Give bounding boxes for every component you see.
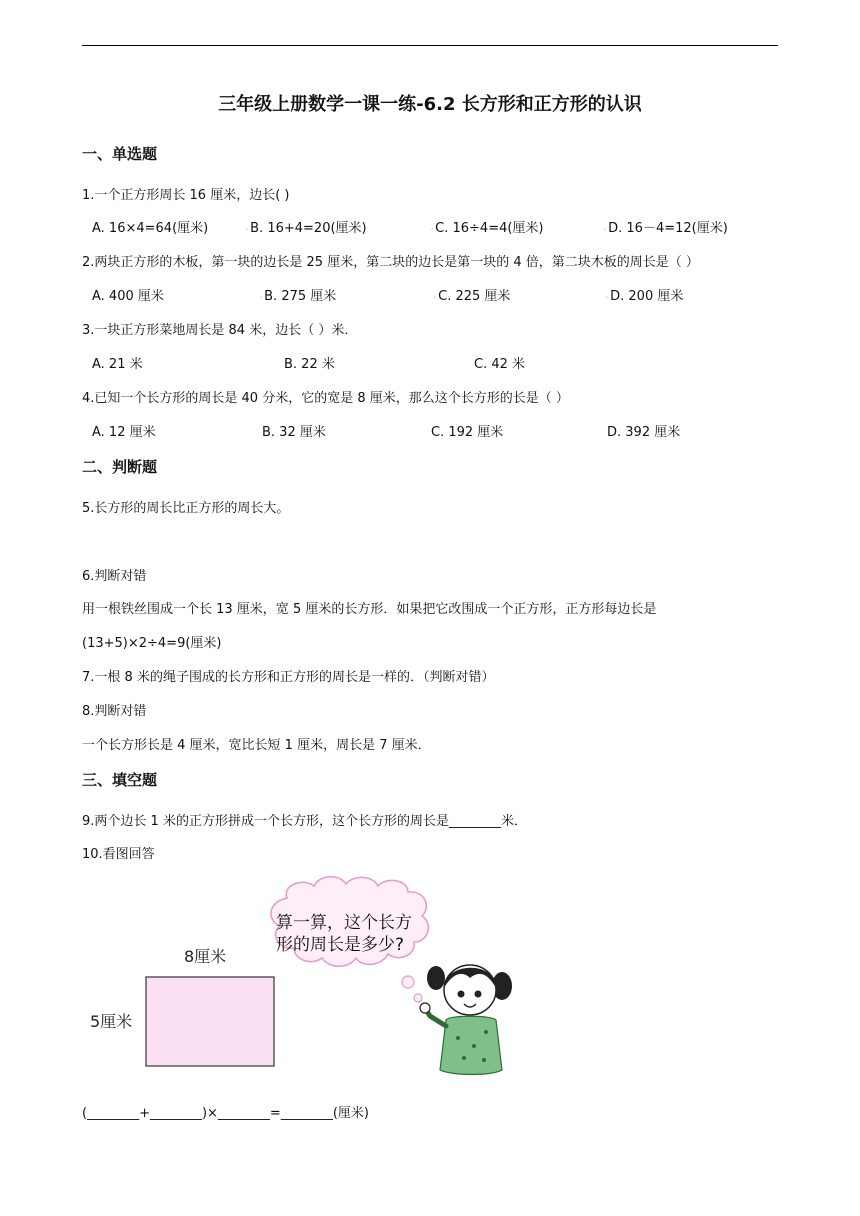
question-9-stem: 9.两个边长 1 米的正方形拼成一个长方形，这个长方形的周长是________米． — [82, 814, 527, 829]
question-8-line-1: 一个长方形长是 4 厘米，宽比长短 1 厘米，周长是 7 厘米． — [82, 738, 431, 753]
rectangle-width-label: 5厘米 — [90, 1012, 133, 1031]
q2-option-b[interactable]: ◦B. 275 厘米 — [259, 289, 337, 304]
q2-option-a[interactable]: A. 400 厘米 — [92, 289, 164, 304]
question-10-formula: (________+________)×________=________(厘米) — [82, 1106, 369, 1121]
q3-option-a[interactable]: A. 21 米 — [92, 357, 143, 372]
rectangle-length-label: 8厘米 — [184, 947, 227, 966]
question-6-stem: 6.判断对错 — [82, 569, 147, 584]
q1-option-c[interactable]: ◦C. 16÷4=4(厘米) — [430, 221, 544, 236]
question-8-stem: 8.判断对错 — [82, 704, 147, 719]
q4-option-a[interactable]: A. 12 厘米 — [92, 425, 156, 440]
q3-option-b[interactable]: B. 22 米 — [284, 357, 335, 372]
q4-option-d[interactable]: D. 392 厘米 — [607, 425, 681, 440]
question-6-line-1: 用一根铁丝围成一个长 13 厘米，宽 5 厘米的长方形．如果把它改围成一个正方形，正方形每边长是 — [82, 602, 657, 617]
page-title: 三年级上册数学一课一练-6.2 长方形和正方形的认识 — [218, 94, 642, 115]
question-6-line-2: (13+5)×2÷4=9(厘米) — [82, 636, 222, 651]
question-4-stem: 4.已知一个长方形的周长是 40 分米，它的宽是 8 厘米，那么这个长方形的长是（ ） — [82, 391, 569, 406]
section-heading-single-choice: 一、单选题 — [82, 145, 158, 163]
question-3-stem: 3.一块正方形菜地周长是 84 米，边长（ ）米． — [82, 323, 358, 338]
q1-option-a[interactable]: A. 16×4=64(厘米) — [92, 221, 209, 236]
question-10-stem: 10.看图回答 — [82, 847, 155, 862]
bubble-text-line-2: 形的周长是多少? — [276, 935, 405, 955]
q1-option-d[interactable]: ◦D. 16－4=12(厘米) — [603, 221, 728, 236]
section-heading-fill-blank: 三、填空题 — [82, 771, 158, 789]
q4-option-c[interactable]: C. 192 厘米 — [431, 425, 504, 440]
q2-option-d[interactable]: ◦D. 200 厘米 — [605, 289, 684, 304]
section-heading-true-false: 二、判断题 — [82, 458, 158, 476]
question-5-stem: 5.长方形的周长比正方形的周长大。 — [82, 501, 290, 516]
question-2-stem: 2.两块正方形的木板，第一块的边长是 25 厘米，第二块的边长是第一块的 4 倍，第二块木板的周长是（ ） — [82, 255, 699, 270]
thought-bubble-dot-small — [414, 994, 422, 1002]
girl-illustration — [420, 965, 512, 1075]
question-10-figure — [82, 870, 542, 1095]
pink-rectangle — [146, 977, 274, 1066]
question-1-stem: 1.一个正方形周长 16 厘米，边长( ) — [82, 188, 290, 203]
question-7-stem: 7.一根 8 米的绳子围成的长方形和正方形的周长是一样的．（判断对错） — [82, 670, 495, 685]
header-rule — [82, 45, 778, 46]
bubble-text-line-1: 算一算，这个长方 — [276, 913, 412, 933]
q4-option-b[interactable]: B. 32 厘米 — [262, 425, 326, 440]
thought-bubble-dot-large — [402, 976, 414, 988]
thought-bubble — [271, 877, 429, 1002]
q2-option-c[interactable]: ◦C. 225 厘米 — [433, 289, 511, 304]
q1-option-b[interactable]: ◦B. 16+4=20(厘米) — [245, 221, 367, 236]
q3-option-c[interactable]: C. 42 米 — [474, 357, 526, 372]
